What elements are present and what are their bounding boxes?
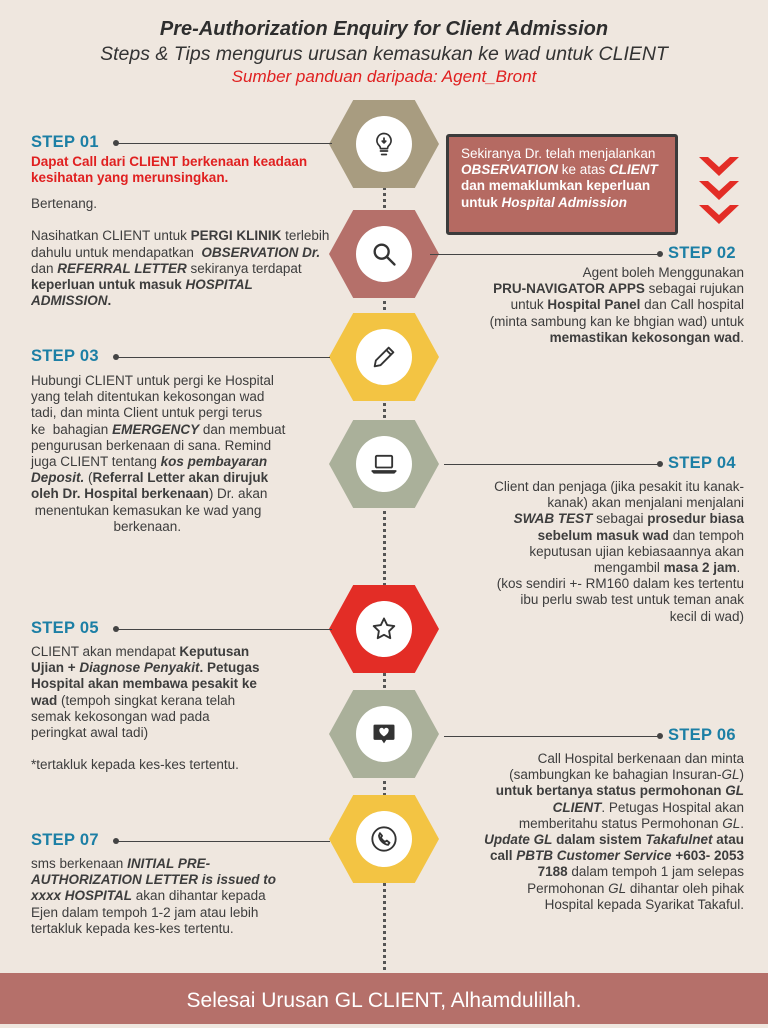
step-06-label: STEP 06 xyxy=(668,726,736,744)
step-03-connector xyxy=(116,357,330,358)
laptop-icon xyxy=(356,436,412,492)
step-07-connector-dot xyxy=(113,838,119,844)
step-02-text: Agent boleh Menggunakan PRU-NAVIGATOR APPS sebagai rujukan untuk Hospital Panel dan Call hospital (minta sambung kan ke bhgian wad) untuk memastikan kekosongan wad. xyxy=(489,265,744,345)
chevron-down-icon xyxy=(697,155,741,177)
observation-callout: Sekiranya Dr. telah menjalankan OBSERVATION ke atas CLIENT dan memaklumkan keperluan untuk Hospital Admission xyxy=(446,134,678,235)
step-01-label: STEP 01 xyxy=(31,133,99,151)
star-icon xyxy=(356,601,412,657)
step-03-connector-dot xyxy=(113,354,119,360)
step-05-text: CLIENT akan mendapat Keputusan Ujian + Diagnose Penyakit. Petugas Hospital akan membawa pesakit ke wad (tempoh singkat kerana telah semak kekosongan wad pada peringkat awal tadi) *tertakluk kepada kes-kes tertentu. xyxy=(31,644,260,773)
search-icon xyxy=(356,226,412,282)
step-03-text: Hubungi CLIENT untuk pergi ke Hospital yang telah ditentukan kekosongan wad tadi, dan minta Client untuk pergi terus ke bahagian EMERGENCY dan membuat pengurusan berkenaan di sana. Remind juga CLIENT tentang kos pembayaran Deposit. (Referral Letter akan dirujuk oleh Dr. Hospital berkenaan) Dr. akan menentukan kemasukan ke wad yang berkenaan. xyxy=(31,373,286,534)
page-title: Pre-Authorization Enquiry for Client Admission xyxy=(159,18,609,40)
step-06-connector xyxy=(444,736,660,737)
phone-icon xyxy=(356,811,412,867)
heart-message-icon xyxy=(356,706,412,762)
step-04-connector xyxy=(444,464,660,465)
step-05-label: STEP 05 xyxy=(31,619,99,637)
footer-banner: Selesai Urusan GL CLIENT, Alhamdulillah. xyxy=(0,973,768,1024)
lightbulb-icon xyxy=(356,116,412,172)
source-credit: Sumber panduan daripada: Agent_Bront xyxy=(231,67,537,86)
step-01-text: Bertenang. Nasihatkan CLIENT untuk PERGI KLINIK terlebih dahulu untuk mendapatkan OBSERVATION Dr. dan REFERRAL LETTER sekiranya terdapat keperluan untuk masuk HOSPITAL ADMISSION. xyxy=(31,196,330,309)
step-05-connector-dot xyxy=(113,626,119,632)
page-subtitle: Steps & Tips mengurus urusan kemasukan ke wad untuk CLIENT xyxy=(100,43,668,65)
step-03-label: STEP 03 xyxy=(31,347,99,365)
step-02-label: STEP 02 xyxy=(668,244,736,262)
step-05-connector xyxy=(116,629,332,630)
step-07-label: STEP 07 xyxy=(31,831,99,849)
step-01-alert: Dapat Call dari CLIENT berkenaan keadaan kesihatan yang merunsingkan. xyxy=(31,154,308,186)
step-04-text: Client dan penjaga (jika pesakit itu kanak- kanak) akan menjalani menjalani SWAB TEST sebagai prosedur biasa sebelum masuk wad dan tempoh keputusan ujian kebiasaannya akan mengambil masa 2 jam. (kos sendiri +- RM160 dalam kes tertentu ibu perlu swab test untuk teman anak kecil di wad) xyxy=(494,479,744,624)
step-01-connector-dot xyxy=(113,140,119,146)
step-06-text: Call Hospital berkenaan dan minta (sambungkan ke bahagian Insuran-GL) untuk bertanya status permohonan GL CLIENT. Petugas Hospital akan memberitahu status Permohonan GL. Update GL dalam sistem Takafulnet atau call PBTB Customer Service +603- 2053 7188 dalam tempoh 1 jam selepas Permohonan GL dihantar oleh pihak Hospital kepada Syarikat Takaful. xyxy=(484,751,744,912)
pencil-icon xyxy=(356,329,412,385)
step-07-text: sms berkenaan INITIAL PRE- AUTHORIZATION LETTER is issued to xxxx HOSPITAL akan dihantar kepada Ejen dalam tempoh 1-2 jam atau lebih tertakluk kepada kes-kes tertentu. xyxy=(31,856,277,936)
chevron-down-icon xyxy=(697,203,741,225)
step-04-connector-dot xyxy=(657,461,663,467)
step-02-connector xyxy=(430,254,660,255)
chevron-down-icon xyxy=(697,179,741,201)
step-01-connector xyxy=(116,143,332,144)
step-02-connector-dot xyxy=(657,251,663,257)
step-04-label: STEP 04 xyxy=(668,454,736,472)
step-06-connector-dot xyxy=(657,733,663,739)
step-07-connector xyxy=(116,841,330,842)
